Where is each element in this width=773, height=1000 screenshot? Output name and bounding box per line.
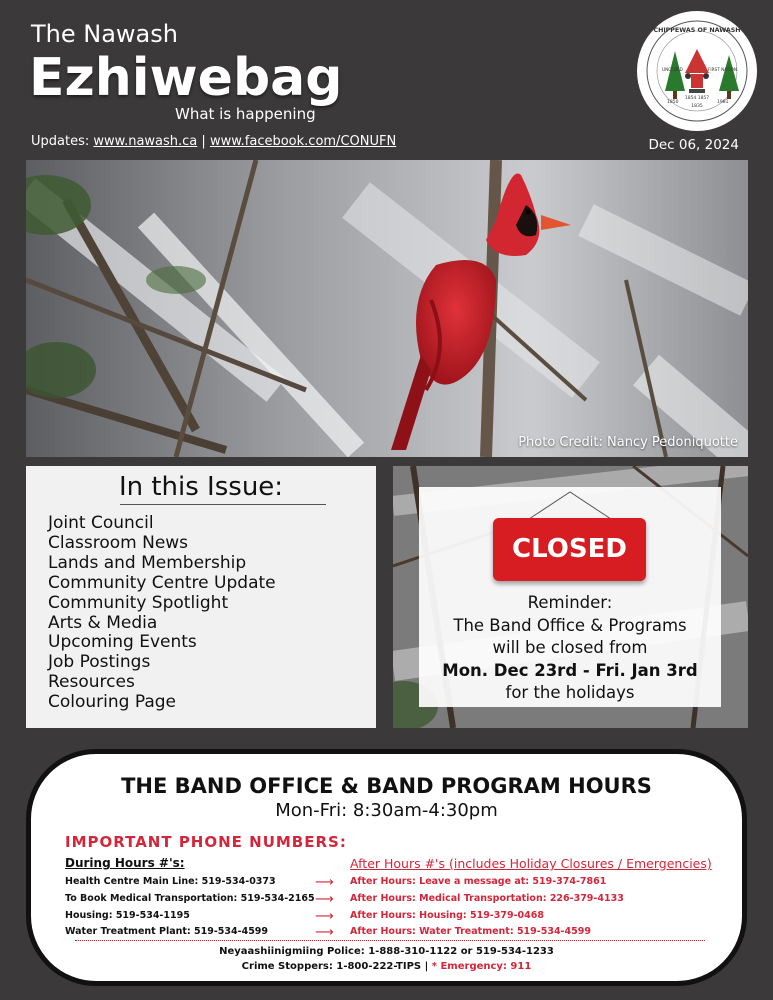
hours-heading: THE BAND OFFICE & BAND PROGRAM HOURS bbox=[121, 774, 652, 798]
reminder-line-band-office: The Band Office & Programs bbox=[453, 615, 687, 635]
emergency-number: * Emergency: 911 bbox=[431, 961, 532, 972]
phone-row bbox=[65, 893, 715, 909]
phone-row bbox=[65, 910, 715, 926]
important-numbers-heading: IMPORTANT PHONE NUMBERS: bbox=[65, 833, 347, 851]
closed-notice-card bbox=[419, 487, 721, 707]
during-hours-heading: During Hours #'s: bbox=[65, 856, 185, 870]
issue-item-resources: Resources bbox=[48, 672, 135, 693]
cardinal-photo bbox=[26, 160, 748, 457]
issue-date: Dec 06, 2024 bbox=[648, 137, 739, 153]
during-hours-number: Housing: 519-534-1195 bbox=[65, 910, 190, 921]
issue-item-joint-council: Joint Council bbox=[48, 513, 154, 533]
nawash-website-link[interactable]: www.nawash.ca bbox=[93, 134, 198, 149]
during-hours-number: Water Treatment Plant: 519-534-4599 bbox=[65, 926, 269, 937]
office-hours: Mon-Fri: 8:30am-4:30pm bbox=[275, 800, 498, 821]
issue-item-colouring-page: Colouring Page bbox=[48, 692, 177, 713]
in-this-issue-panel bbox=[26, 466, 376, 728]
reminder-line-holidays: for the holidays bbox=[505, 683, 635, 702]
issue-item-arts-media: Arts & Media bbox=[48, 612, 158, 633]
closed-reminder-text bbox=[419, 592, 721, 705]
issue-item-job-postings: Job Postings bbox=[48, 652, 151, 673]
reminder-line-closed-from: will be closed from bbox=[492, 638, 648, 657]
issue-item-upcoming-events: Upcoming Events bbox=[48, 632, 197, 653]
issue-item-community-centre: Community Centre Update bbox=[48, 572, 276, 593]
svg-text:1850: 1850 bbox=[667, 100, 679, 105]
seal-graphic bbox=[637, 11, 757, 131]
after-hours-number: After Hours: Leave a message at: 519-374-7861 bbox=[350, 876, 607, 887]
svg-text:1854 1857: 1854 1857 bbox=[684, 96, 710, 101]
svg-text:1835: 1835 bbox=[691, 104, 703, 109]
crime-stoppers-line bbox=[31, 961, 742, 972]
link-separator: | bbox=[201, 134, 206, 149]
dotted-divider bbox=[75, 940, 705, 941]
facebook-link[interactable]: www.facebook.com/CONUFN bbox=[209, 134, 397, 149]
arrow-right-icon: ⟶ bbox=[315, 875, 334, 890]
reminder-label: Reminder: bbox=[527, 593, 613, 612]
updates-label: Updates: bbox=[31, 134, 90, 149]
after-hours-number: After Hours: Water Treatment: 519-534-4599 bbox=[350, 926, 591, 937]
arrow-right-icon: ⟶ bbox=[315, 909, 334, 924]
svg-text:FIRST NATION: FIRST NATION bbox=[708, 67, 737, 72]
svg-text:UNCEDED: UNCEDED bbox=[662, 67, 683, 72]
svg-text:1981: 1981 bbox=[717, 100, 729, 105]
after-hours-number: After Hours: Medical Transportation: 226-379-4133 bbox=[350, 893, 624, 904]
issue-list bbox=[48, 514, 276, 713]
updates-line bbox=[31, 134, 396, 149]
after-hours-number: After Hours: Housing: 519-379-0468 bbox=[350, 910, 544, 921]
during-hours-number: Health Centre Main Line: 519-534-0373 bbox=[65, 876, 276, 887]
issue-item-lands-membership: Lands and Membership bbox=[48, 552, 247, 573]
closed-sign: CLOSED bbox=[493, 518, 646, 581]
during-hours-number: To Book Medical Transportation: 519-534-2165 bbox=[65, 893, 315, 904]
masthead-pretitle: The Nawash bbox=[31, 20, 178, 48]
arrow-right-icon: ⟶ bbox=[315, 892, 334, 907]
after-hours-heading: After Hours #'s (includes Holiday Closures / Emergencies) bbox=[350, 856, 712, 871]
issue-item-community-spotlight: Community Spotlight bbox=[48, 592, 229, 613]
cardinal-illustration bbox=[26, 160, 748, 457]
chippewas-of-nawash-seal bbox=[637, 11, 757, 131]
issue-heading: In this Issue: bbox=[118, 472, 284, 502]
heading-rule bbox=[120, 504, 326, 505]
band-office-hours-panel bbox=[26, 749, 747, 986]
stoppers-separator: | bbox=[424, 961, 429, 972]
photo-credit: Photo Credit: Nancy Pedoniquotte bbox=[518, 435, 738, 450]
masthead-subtitle: What is happening bbox=[175, 105, 316, 123]
phone-row bbox=[65, 876, 715, 892]
issue-item-classroom-news: Classroom News bbox=[48, 532, 189, 553]
seal-arc-text: CHIPPEWAS OF NAWASH bbox=[653, 27, 741, 34]
arrow-right-icon: ⟶ bbox=[315, 925, 334, 940]
masthead-title: Ezhiwebag bbox=[29, 48, 343, 108]
reminder-date-range: Mon. Dec 23rd - Fri. Jan 3rd bbox=[442, 660, 698, 680]
crime-stoppers-number: Crime Stoppers: 1-800-222-TIPS bbox=[241, 961, 422, 972]
closed-notice-panel bbox=[393, 466, 748, 728]
police-number: Neyaashiinigmiing Police: 1-888-310-1122 or 519-534-1233 bbox=[219, 946, 554, 957]
